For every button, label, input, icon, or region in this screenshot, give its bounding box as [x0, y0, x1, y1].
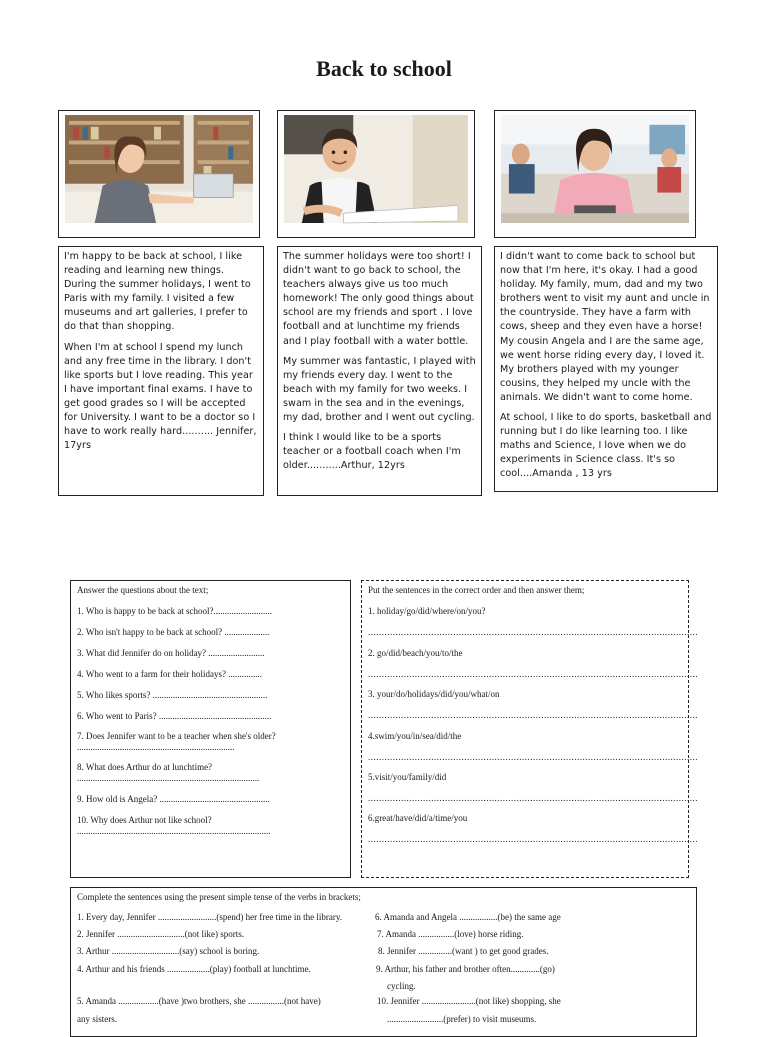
story-amanda-p2: At school, I like to do sports, basketball and running but I do like learning too. I like maths and Science, I love when we do experiments in Science class. It's so cool....Amanda , 13 yrs — [500, 412, 712, 480]
complete-item: 10. Jennifer ........................(not like) shopping, she — [377, 996, 561, 1006]
complete-heading: Complete the sentences using the present simple tense of the verbs in brackets; — [77, 892, 361, 902]
order-item: 5.visit/you/family/did — [368, 772, 447, 782]
question-item: 5. Who likes sports? ................................................... — [77, 690, 268, 700]
story-amanda — [494, 246, 718, 492]
complete-item: 2. Jennifer ..............................(not like) sports. — [77, 929, 244, 939]
story-arthur-p3: I think I would like to be a sports teacher or a football coach when I'm older...........Arthur, 12yrs — [283, 432, 461, 472]
story-jennifer-p1: I'm happy to be back at school, I like reading and learning new things. During the summer holidays, I went to Paris with my family. I visited a few museums and art galleries, I prefer to do that than shopping. — [64, 251, 251, 333]
order-item: 6.great/have/did/a/time/you — [368, 813, 468, 823]
question-item: 9. How old is Angela? ................................................. — [77, 794, 270, 804]
photo-frame-jennifer — [58, 110, 260, 238]
story-amanda-p1: I didn't want to come back to school but now that I'm here, it's okay. I had a good holiday. My family, mum, dad and my two brothers went to visit my aunt and uncle in the countryside. They have a farm with cows, sheep and they even have a horse! My cousin Angela and I are the same age, we went horse riding every day, I loved it. My brothers played with my younger cousins, they helped my uncle with the animals. We didn't want to come home. — [500, 251, 710, 403]
order-item: 1. holiday/go/did/where/on/you? — [368, 606, 486, 616]
order-item: 3. your/do/holidays/did/you/what/on — [368, 689, 500, 699]
order-section — [361, 580, 698, 878]
page-title: Back to school — [316, 56, 452, 81]
story-arthur-p1: The summer holidays were too short! I didn't want to go back to school, the teachers always give us too much homework! The only good things about school are my friends and sport . I love football and at lunchtime my friends and I play football with a water bottle. — [283, 251, 474, 347]
question-item: 2. Who isn't happy to be back at school? .................... — [77, 627, 270, 637]
question-item: 7. Does Jennifer want to be a teacher when she's older? ...................................................................... — [77, 731, 276, 752]
questions-heading: Answer the questions about the text; — [77, 585, 209, 595]
complete-item: 3. Arthur ..............................(say) school is boring. — [77, 946, 260, 956]
order-item: 4.swim/you/in/sea/did/the — [368, 731, 462, 741]
order-heading: Put the sentences in the correct order and then answer them; — [368, 585, 585, 595]
complete-item: .........................(prefer) to visit museums. — [387, 1014, 537, 1024]
answer-line[interactable]: ........................................................................................................................ — [368, 627, 698, 637]
questions-section — [70, 580, 351, 878]
order-item: 2. go/did/beach/you/to/the — [368, 648, 463, 658]
story-jennifer-p2: When I'm at school I spend my lunch and any free time in the library. I don't like sports but I love reading. This year I have important final exams. I have to get good grades so I will be accepted for University. I want to be a doctor so I have to work really hard.......... Jennifer, 17yrs — [64, 341, 257, 452]
complete-item: any sisters. — [77, 1014, 117, 1024]
complete-item: 8. Jennifer ...............(want ) to get good grades. — [378, 946, 549, 956]
photo-boy-writing — [284, 115, 468, 223]
complete-item: 7. Amanda ................(love) horse riding. — [377, 929, 524, 939]
answer-line[interactable]: ........................................................................................................................ — [368, 669, 698, 679]
complete-item: 6. Amanda and Angela .................(be) the same age — [375, 912, 561, 922]
story-arthur — [277, 246, 482, 496]
answer-line[interactable]: ........................................................................................................................ — [368, 710, 698, 720]
answer-line[interactable]: ........................................................................................................................ — [368, 793, 698, 803]
question-item: 3. What did Jennifer do on holiday? ......................... — [77, 648, 265, 658]
photo-girl-library — [65, 115, 253, 223]
photo-girl-classroom — [501, 115, 689, 223]
question-item: 6. Who went to Paris? .................................................. — [77, 711, 272, 721]
question-item: 10. Why does Arthur not like school? ...................................................................................... — [77, 815, 271, 836]
question-item: 1. Who is happy to be back at school?.......................... — [77, 606, 273, 616]
complete-item: 9. Arthur, his father and brother often.............(go) — [376, 964, 555, 974]
story-jennifer — [58, 246, 264, 496]
photo-frame-amanda — [494, 110, 696, 238]
complete-item: 1. Every day, Jennifer ..........................(spend) her free time in the library. — [77, 912, 342, 922]
answer-line[interactable]: ........................................................................................................................ — [368, 834, 698, 844]
question-item: 8. What does Arthur do at lunchtime? ................................................................................. — [77, 762, 260, 783]
complete-item: 4. Arthur and his friends ...................(play) football at lunchtime. — [77, 964, 311, 974]
question-item: 4. Who went to a farm for their holidays? ............... — [77, 669, 263, 679]
photo-frame-arthur — [277, 110, 475, 238]
complete-section — [70, 887, 697, 1037]
complete-item: 5. Amanda ..................(have )two brothers, she ................(not have) — [77, 996, 321, 1006]
answer-line[interactable]: ........................................................................................................................ — [368, 752, 698, 762]
story-arthur-p2: My summer was fantastic, I played with my friends every day. I went to the beach with my family for two weeks. I swam in the sea and in the evenings, my dad, brother and I went out cycling. — [283, 355, 476, 424]
complete-item: cycling. — [387, 981, 416, 991]
